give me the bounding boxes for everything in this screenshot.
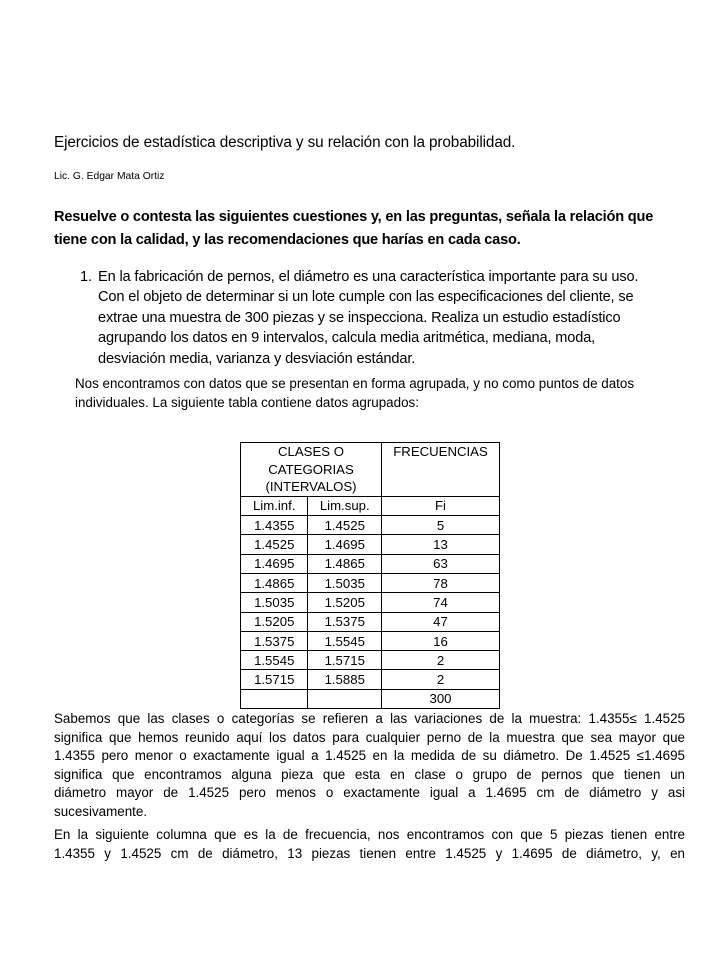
- paragraph-line: 1.4355 y 1.4525 cm de diámetro, 13 piezas tienen entre 1.4525 y 1.4695 de diámetro, y, en: [54, 845, 685, 861]
- table-row: [241, 670, 500, 689]
- table-row: [241, 651, 500, 670]
- lower-limit-cell: 1.5205: [241, 612, 308, 631]
- paragraph-line: significa que hemos reunido aquí los datos para cualquier perno de la muestra que sea mayor que: [54, 729, 685, 745]
- paragraph-line: En la siguiente columna que es la de frecuencia, nos encontramos con que 5 piezas tienen entre: [54, 827, 685, 842]
- frequency-table: [240, 442, 500, 709]
- exercise-line: agrupando los datos en 9 intervalos, calcula media aritmética, mediana, moda,: [98, 330, 596, 347]
- exercise-item: [80, 267, 638, 369]
- fi-header: Fi: [382, 496, 500, 515]
- table-row: [241, 573, 500, 592]
- table-row: [241, 631, 500, 650]
- explanation-paragraph: [54, 710, 685, 821]
- instructions-line: Resuelve o contesta las siguientes cuestiones y, en las preguntas, señala la relación que: [54, 209, 654, 225]
- classes-header-line: CATEGORIAS: [268, 461, 354, 477]
- upper-limit-cell: 1.4695: [308, 535, 382, 554]
- exercise-line: En la fabricación de pernos, el diámetro es una característica importante para su uso.: [98, 269, 639, 285]
- table-header-row: [241, 443, 500, 497]
- frequency-cell: 13: [382, 535, 500, 554]
- lower-limit-cell: 1.5375: [241, 631, 308, 650]
- lower-limit-cell: 1.5545: [241, 651, 308, 670]
- lower-limit-cell: 1.5715: [241, 670, 308, 689]
- paragraph-line: Sabemos que las clases o categorías se refieren a las variaciones de la muestra: 1.4355≤ 1.4525: [54, 711, 685, 726]
- classes-header-line: CLASES O: [278, 444, 344, 459]
- table-row: [241, 554, 500, 573]
- table-row: [241, 593, 500, 612]
- frequencies-header: FRECUENCIAS: [382, 443, 500, 497]
- paragraph-line: diámetro mayor de 1.4525 pero menos o exactamente igual a 1.4695 cm de diámetro y asi: [54, 785, 685, 800]
- paragraph-line: significa que encontramos alguna pieza que esta en clase o grupo de pernos que tienen un: [54, 766, 685, 782]
- lower-limit-cell: 1.4525: [241, 535, 308, 554]
- table-row: [241, 535, 500, 554]
- frequency-cell: 5: [382, 516, 500, 535]
- upper-limit-cell: 1.5375: [308, 612, 382, 631]
- table-total-row: [241, 689, 500, 708]
- upper-limit-cell: 1.4525: [308, 516, 382, 535]
- lower-limit-cell: 1.4865: [241, 573, 308, 592]
- frequency-cell: 74: [382, 593, 500, 612]
- total-cell: 300: [382, 689, 500, 708]
- frequency-cell: 2: [382, 651, 500, 670]
- upper-limit-header: Lim.sup.: [308, 496, 382, 515]
- upper-limit-cell: 1.5715: [308, 651, 382, 670]
- lower-limit-cell: 1.4355: [241, 516, 308, 535]
- exercise-line: extrae una muestra de 300 piezas y se inspecciona. Realiza un estudio estadístico: [98, 309, 621, 326]
- lower-limit-header: Lim.inf.: [241, 496, 308, 515]
- frequency-cell: 16: [382, 631, 500, 650]
- upper-limit-cell: 1.5545: [308, 631, 382, 650]
- instructions-heading: [54, 206, 674, 252]
- classes-header-line: (INTERVALOS): [265, 479, 357, 495]
- intro-line: Nos encontramos con datos que se presentan en forma agrupada, y no como puntos de datos: [75, 376, 635, 391]
- exercise-number: 1.: [80, 269, 92, 285]
- intro-text: [75, 375, 634, 412]
- author-name: Lic. G. Edgar Mata Ortiz: [54, 171, 165, 182]
- instructions-line: tiene con la calidad, y las recomendaciones que harías en cada caso.: [54, 232, 521, 248]
- table-row: [241, 516, 500, 535]
- frequency-cell: 78: [382, 573, 500, 592]
- table-subheader-row: [241, 496, 500, 515]
- intro-line: individuales. La siguiente tabla contiene datos agrupados:: [75, 394, 419, 410]
- lower-limit-cell: 1.5035: [241, 593, 308, 612]
- classes-header: [241, 443, 382, 497]
- frequency-paragraph: [54, 826, 685, 863]
- frequency-cell: 47: [382, 612, 500, 631]
- empty-cell: [241, 689, 308, 708]
- exercise-line: Con el objeto de determinar si un lote cumple con las especificaciones del cliente, se: [98, 289, 634, 306]
- paragraph-line: sucesivamente.: [54, 803, 148, 819]
- frequency-cell: 2: [382, 670, 500, 689]
- exercise-line: desviación media, varianza y desviación estándar.: [98, 350, 416, 367]
- upper-limit-cell: 1.5885: [308, 670, 382, 689]
- paragraph-line: 1.4355 pero menor o exactamente igual a 1.4525 en la medida de su diámetro. De 1.4525 ≤1.4695: [54, 748, 685, 763]
- empty-cell: [308, 689, 382, 708]
- upper-limit-cell: 1.5035: [308, 573, 382, 592]
- lower-limit-cell: 1.4695: [241, 554, 308, 573]
- upper-limit-cell: 1.5205: [308, 593, 382, 612]
- document-title: Ejercicios de estadística descriptiva y su relación con la probabilidad.: [54, 134, 516, 151]
- upper-limit-cell: 1.4865: [308, 554, 382, 573]
- frequency-cell: 63: [382, 554, 500, 573]
- table-row: [241, 612, 500, 631]
